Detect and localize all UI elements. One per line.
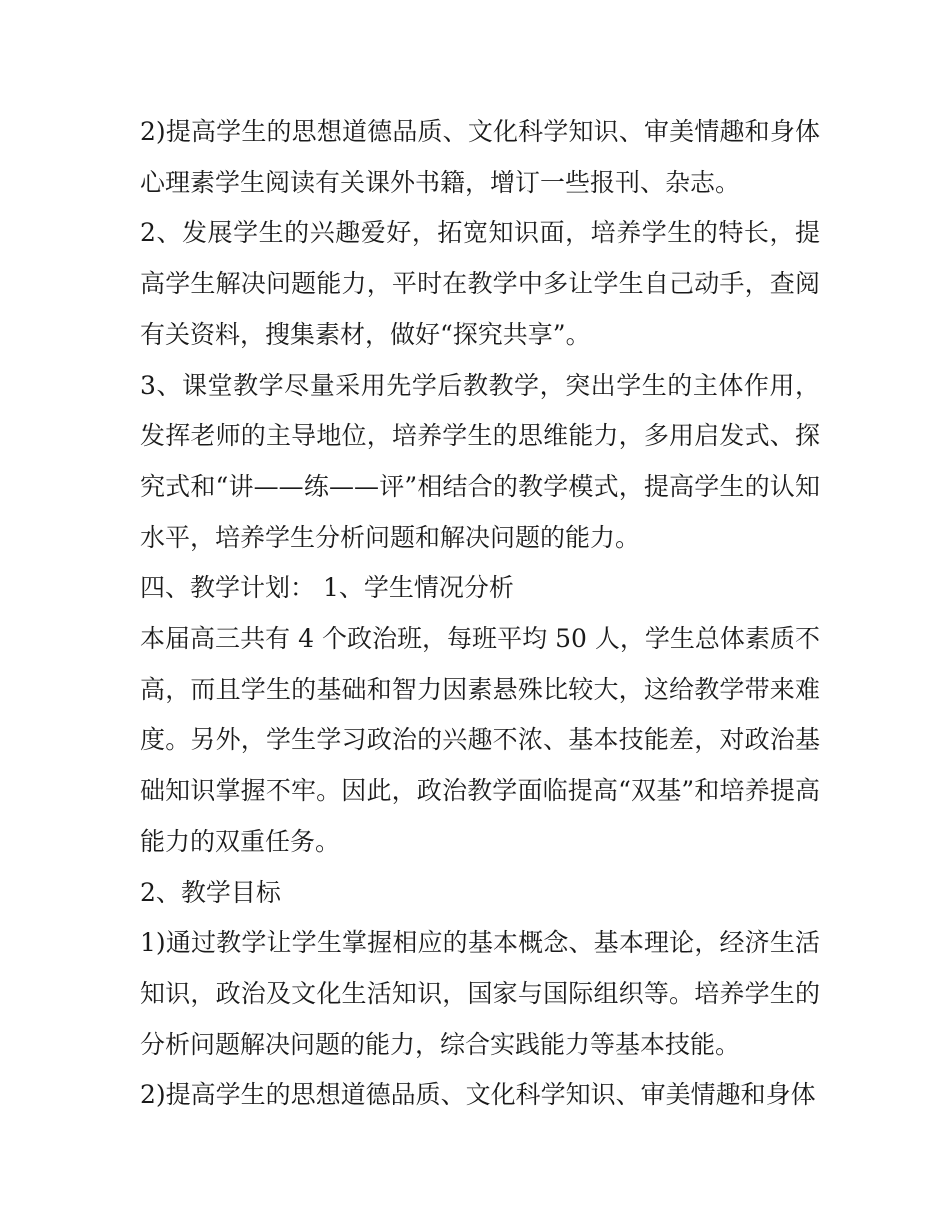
section-heading-teaching-goals: 2、教学目标 — [140, 877, 281, 907]
paragraph-classroom-teaching: 3、课堂教学尽量采用先学后教教学，突出学生的主体作用，发挥老师的主导地位，培养学生的思维能力，多用启发式、探究式和“讲——练——评”相结合的教学模式，提高学生的认知水平，培养学生分析问题和解决问题的能力。 — [140, 370, 820, 552]
paragraph-student-analysis: 本届高三共有 4 个政治班，每班平均 50 人，学生总体素质不高，而且学生的基础和智力因素悬殊比较大，这给教学带来难度。另外，学生学习政治的兴趣不浓、基本技能差，对政治基础知识掌握不牢。因此，政治教学面临提高“双基”和培养提高能力的双重任务。 — [140, 624, 820, 856]
paragraph-interests-development: 2、发展学生的兴趣爱好，拓宽知识面，培养学生的特长，提高学生解决问题能力，平时在教学中多让学生自己动手，查阅有关资料，搜集素材，做好“探究共享”。 — [140, 218, 820, 349]
document-body — [140, 107, 820, 1121]
section-heading-teaching-plan: 四、教学计划： 1、学生情况分析 — [140, 573, 514, 603]
paragraph-goal-1: 1)通过教学让学生掌握相应的基本概念、基本理论，经济生活知识，政治及文化生活知识，国家与国际组织等。培养学生的分析问题解决问题的能力，综合实践能力等基本技能。 — [140, 928, 820, 1059]
paragraph-quality-improvement: 2)提高学生的思想道德品质、文化科学知识、审美情趣和身体心理素学生阅读有关课外书籍，增订一些报刊、杂志。 — [140, 117, 820, 197]
paragraph-goal-2: 2)提高学生的思想道德品质、文化科学知识、审美情趣和身体 — [140, 1080, 816, 1110]
